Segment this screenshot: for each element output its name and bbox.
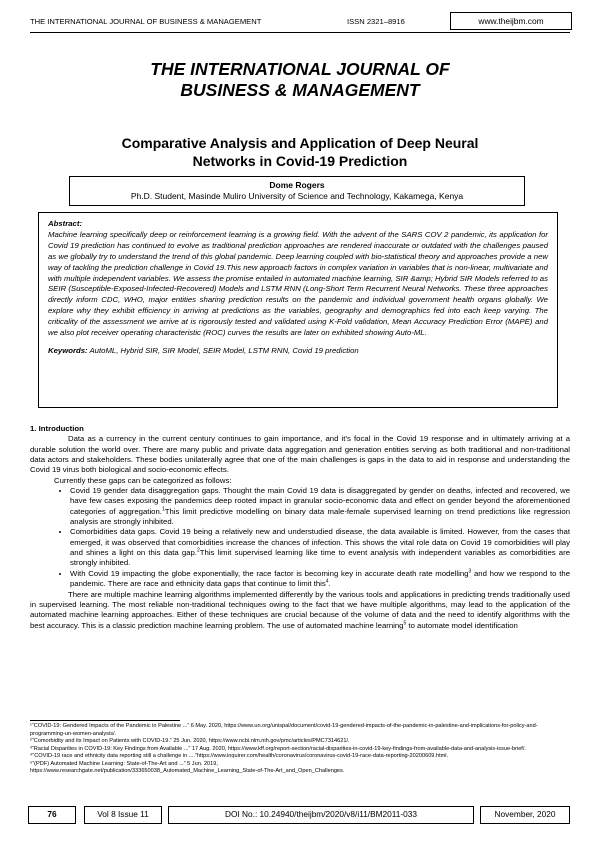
keywords [48, 346, 548, 357]
footnote[interactable]: ²“Comorbidity and its Impact on Patients with COVID-19.” 25 Jun. 2020, https://www.ncbi.nlm.nih.gov/pmc/articles/PMC7314621/. [30, 738, 350, 744]
abstract-text: Machine learning specifically deep or reinforcement learning is a growing field. With the advent of the SARS COV 2 pandemic, its application for Covid 19 prediction has continued to evolve as traditional prediction approaches are rendered inaccurate or outdated with the challenges paused as we globally try to understand the trend of this global pandemic. Deep learning coupled with bio-statistical theory and approaches provide a new way of tackling the prediction challenge in Covid 19.This new approach factors in complex variation in variables that is non-linear, multivariate and with multiple independent variables. We assess the promise entailed in automated machine learning, SIR &amp; Hybrid SIR Models referred to as SEIR (Susceptible-Exposed-Infected-Recovered) Models and LSTM RNN (Long-Short Term Recurrent Neural Networks. These three approaches directly inform CDC, WHO, major entities sharing prediction results on the pandemic and individual government health organs globally. We explore why they exhibit efficiency in arriving at predictions as the variables, geography and demographics fed into each keep varying. The criticality of the assessment we arrive at is rigorously tested and validated using K-Fold validation, Mean Accuracy Prediction Error (MAPE) and we also plot receiver operating characteristic (ROC) curves the results are later on exhibited showing Auto-ML. [48, 229, 548, 338]
journal-title [30, 59, 570, 101]
list-item-text: Comorbidities data gaps. Covid 19 being a relatively new and understudied disease, the data available is limited. However, from the cases that emerged, it was observed that comorbidities increase the chances of infection. This shows the vital role data on Covid 19 comorbidities will play and shines a light on this data gap. [70, 527, 570, 558]
footnotes [30, 723, 570, 776]
body-text: to automate model identification [406, 620, 518, 630]
article-body [30, 424, 570, 631]
running-header [30, 14, 570, 32]
list-item [70, 486, 570, 527]
body-paragraph: Data as a currency in the current century continues to gain importance, and it’s focal in the Covid 19 response and in ultimately arriving at a durable solution the world over. There are many public and private data aggregation and generation entities serving as both traditional and non-traditional data actors and stakeholders. These bodies unilaterally agree that one of the main challenges is gaps in the data to aid in response and understanding the Covid 19 virus both biological and socio-economic effects. [30, 434, 570, 475]
footnote-ref[interactable]: 2 [197, 547, 200, 554]
header-issn: ISSN 2321–8916 [347, 17, 405, 26]
keywords-list: AutoML, Hybrid SIR, SIR Model, SEIR Model, LSTM RNN, Covid 19 prediction [89, 345, 359, 355]
list-item-text: This limit supervised learning like time to event analysis with independent variables as comorbidities are strongly inhibited. [70, 548, 571, 568]
paper-title-line-2: Networks in Covid-19 Prediction [192, 153, 408, 169]
publication-date: November, 2020 [480, 806, 570, 824]
list-item-text: and how we respond to the pandemic. There are race and ethnicity data gaps that continue to limit this [70, 568, 571, 589]
paper-title-line-1: Comparative Analysis and Application of Deep Neural [121, 135, 479, 151]
footnote[interactable]: ¹“COVID-19: Gendered Impacts of the Pandemic in Palestine ...” 6 May. 2020, https://www.un.org/unispal/document/covid-19-gendered-impacts-of-the-pandemic-in-palestine-and-implications-for-policy-and-programming-un-women-analysis/. [30, 723, 538, 737]
body-text: There are multiple machine learning algorithms implemented differently by the various tools and applications in predicting trends traditionally used in supervised learning. The most reliable non-traditional techniques owing to the fact that we have multiple algorithms, may lead to the application of the automated machine learning approaches. Either of these techniques are crucial because of the volume of data and the need to identify algorithms with the best accuracy. This is a classic prediction machine learning problem. The use of automated machine learning [30, 589, 570, 630]
footnote-ref[interactable]: 3 [468, 568, 472, 575]
footnote[interactable]: https://www.researchgate.net/publication/333650038_Automated_Machine_Learning_State-of-The-Art_and_Open_Challenges. [30, 768, 345, 774]
header-website-link[interactable]: www.theijbm.com [450, 12, 572, 30]
header-journal-name: THE INTERNATIONAL JOURNAL OF BUSINESS & MANAGEMENT [30, 17, 262, 26]
doi[interactable]: DOI No.: 10.24940/theijbm/2020/v8/i11/BM2011-033 [168, 806, 474, 824]
body-paragraph [30, 590, 570, 631]
journal-title-line-2: BUSINESS & MANAGEMENT [180, 80, 420, 100]
page-number: 76 [28, 806, 76, 824]
body-paragraph: Currently these gaps can be categorized as follows: [54, 475, 232, 485]
author-affiliation: Ph.D. Student, Masinde Muliro University of Science and Technology, Kakamega, Kenya [130, 191, 464, 201]
list-item-text: This limit predictive modelling on binary data male-female supervised learning on trend predictions like regression analysis are strongly inhibited. [70, 506, 571, 527]
list-item [70, 569, 570, 590]
list-item-text: . [328, 579, 331, 589]
paper-title [55, 134, 545, 170]
header-divider [30, 32, 570, 33]
list-item-text: Covid 19 gender data disaggregation gaps. Thought the main Covid 19 data is disaggregated by gender on deaths, infected and recovered, we have few cases exposing the pandemics deep rooted impact in granular socio-economic data and effect on gender beyond the aforementioned categories of aggregation. [70, 486, 570, 516]
volume-issue: Vol 8 Issue 11 [84, 806, 162, 824]
abstract-box [38, 212, 558, 408]
section-heading: 1. Introduction [30, 424, 84, 433]
footnote: ⁵“(PDF) Automated Machine Learning: State-of-The-Art and ...” 5 Jun. 2019, [30, 760, 218, 767]
author-box [69, 176, 525, 206]
footnote-ref[interactable]: 4 [325, 578, 329, 585]
journal-title-line-1: THE INTERNATIONAL JOURNAL OF [150, 59, 450, 79]
list-item-text: With Covid 19 impacting the globe exponentially, the race factor is becoming key in accurate death rate modelling [70, 568, 469, 578]
footnote[interactable]: ³“Racial Disparities in COVID-19: Key Findings from Available ...” 17 Aug. 2020, https://www.kff.org/report-section/racial-disparities-in-covid-19-key-findings-from-available-data-and-analysis-issue-brief/. [30, 745, 526, 752]
footnote-divider [30, 720, 180, 721]
author-name: Dome Rogers [269, 180, 325, 190]
list-item [70, 527, 570, 568]
footnote-ref[interactable]: 1 [161, 506, 165, 513]
footnote[interactable]: ⁴“COVID-19 race and ethnicity data reporting still a challenge in ....”https://www.inquirer.com/health/coronavirus/coronavirus-covid-19-race-data-reporting-20200609.html. [30, 753, 449, 759]
footnote-ref[interactable]: 5 [403, 619, 407, 626]
gap-list [30, 486, 570, 589]
page-footer [28, 806, 570, 824]
keywords-label: Keywords: [48, 345, 88, 355]
abstract-heading: Abstract: [48, 219, 83, 228]
